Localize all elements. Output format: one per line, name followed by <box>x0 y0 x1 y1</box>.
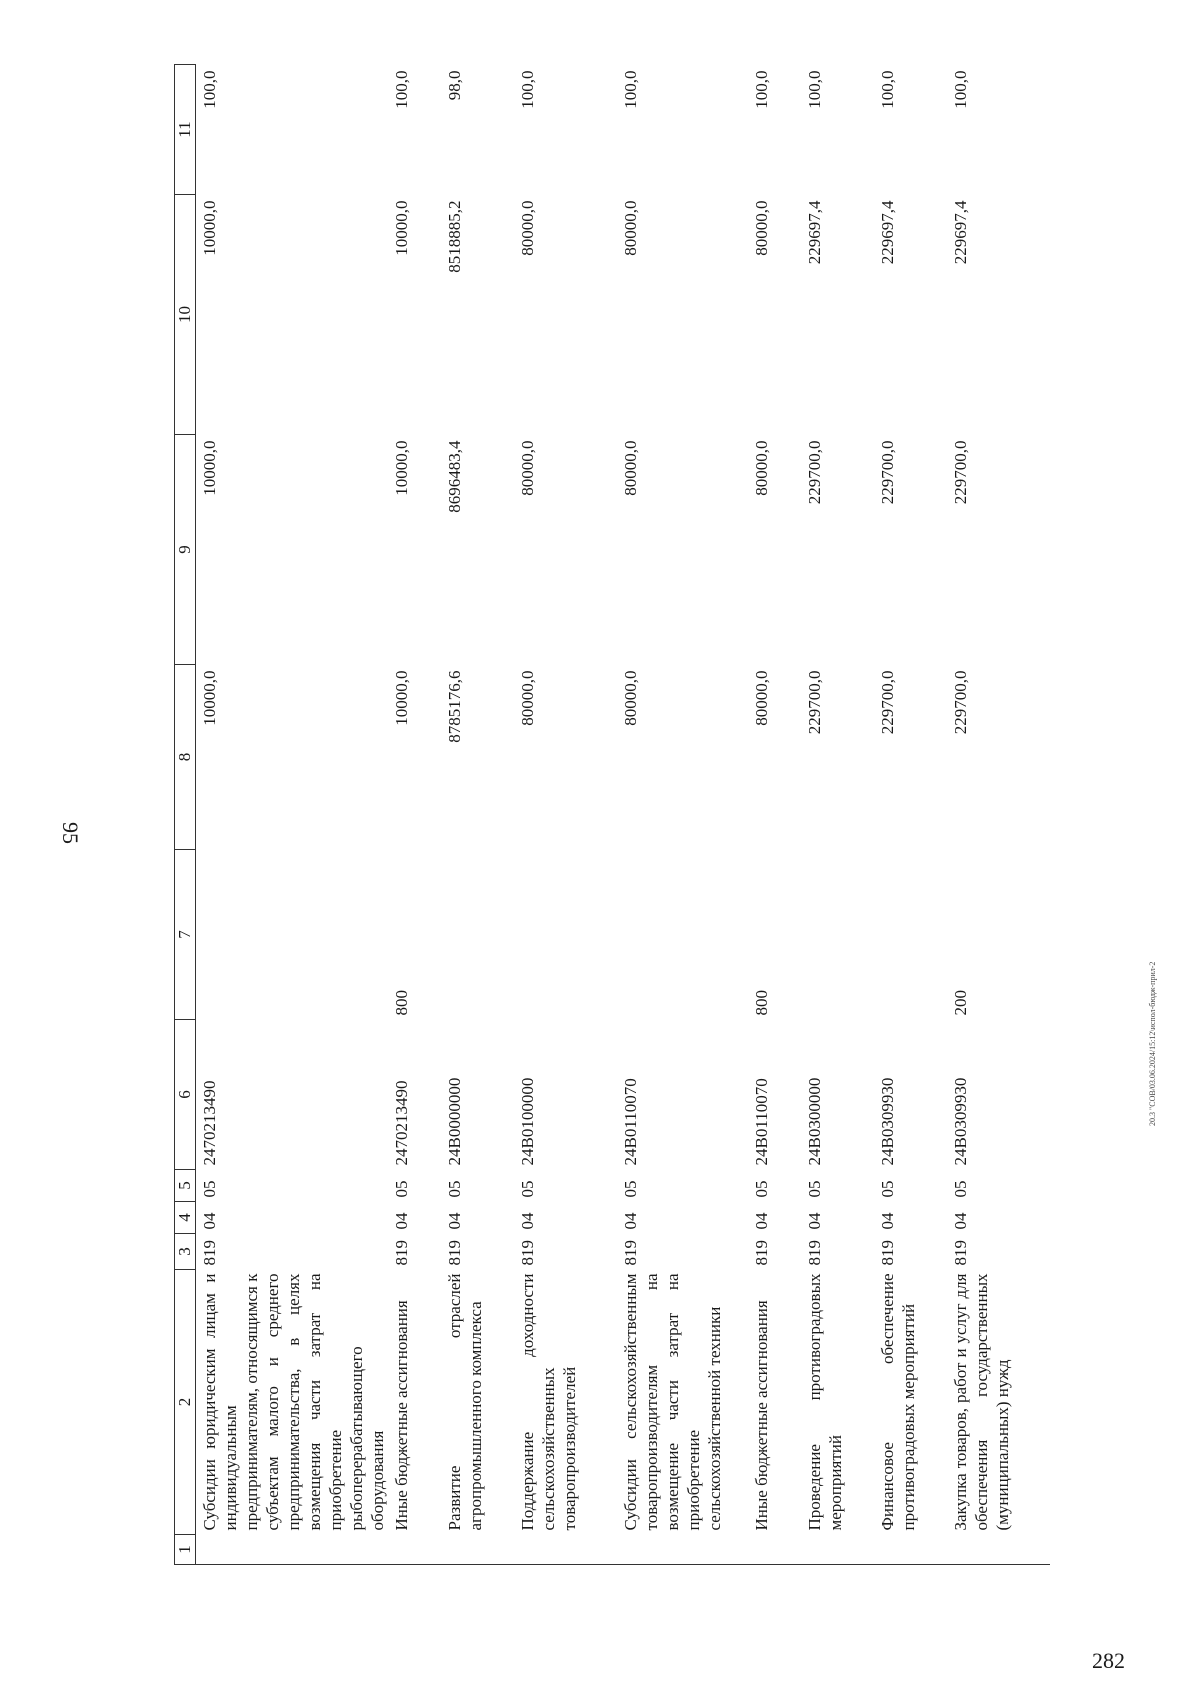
cell-c10: 80000,0 <box>518 200 537 256</box>
cell-c9: 10000,0 <box>200 440 219 496</box>
cell-c9: 80000,0 <box>518 440 537 496</box>
column-header: 9 <box>175 435 196 665</box>
table-row <box>196 65 389 1565</box>
row-name: Иные бюджетные ассигнования <box>752 1300 771 1531</box>
column-header: 11 <box>175 65 196 195</box>
row-name: Финансовое обеспечение противоградовых мероприятий <box>878 1273 918 1531</box>
cell-c8: 80000,0 <box>621 670 640 726</box>
cell-c7 <box>617 850 748 1020</box>
cell-c11: 100,0 <box>752 70 771 109</box>
cell-c10: 10000,0 <box>200 200 219 256</box>
table-row <box>874 65 947 1565</box>
cell-c8: 10000,0 <box>200 670 219 726</box>
cell-c11: 100,0 <box>805 70 824 109</box>
cell-c7 <box>801 850 874 1020</box>
cell-c4: 04 <box>752 1212 771 1230</box>
column-header: 5 <box>175 1170 196 1202</box>
cell-c8: 229700,0 <box>805 670 824 735</box>
column-header: 3 <box>175 1234 196 1270</box>
cell-c6: 24В0000000 <box>445 1077 464 1166</box>
cell-c11: 100,0 <box>200 70 219 109</box>
cell-c11: 98,0 <box>445 70 464 101</box>
cell-c7: 800 <box>752 990 771 1016</box>
cell-c10: 229697,4 <box>805 200 824 265</box>
cell-c5: 05 <box>621 1180 640 1198</box>
cell-c11: 100,0 <box>951 70 970 109</box>
cell-c10: 80000,0 <box>752 200 771 256</box>
row-name: Проведение противоградовых мероприятий <box>805 1273 845 1531</box>
row-name: Закупка товаров, работ и услуг для обеспечения государственных (муниципальных) нужд <box>951 1273 1012 1531</box>
cell-c4: 04 <box>951 1212 970 1230</box>
header-row <box>175 65 196 1565</box>
cell-c6: 2470213490 <box>200 1080 219 1166</box>
table-row <box>388 65 441 1565</box>
cell-c5: 05 <box>752 1180 771 1198</box>
cell-c11: 100,0 <box>621 70 640 109</box>
cell-c4: 04 <box>445 1212 464 1230</box>
row-name: Развитие отраслей агропромышленного комплекса <box>445 1273 485 1531</box>
cell-c10: 229697,4 <box>878 200 897 265</box>
footer-code: 20.3 "СОВ/03.06.2024/15:12\испол-бюдж-прил-2 <box>1148 961 1157 1126</box>
column-header: 8 <box>175 665 196 850</box>
cell-c8: 80000,0 <box>518 670 537 726</box>
cell-c10: 80000,0 <box>621 200 640 256</box>
cell-c4: 04 <box>392 1212 411 1230</box>
cell-c10: 10000,0 <box>392 200 411 256</box>
cell-c6: 2470213490 <box>392 1080 411 1166</box>
cell-c7: 800 <box>392 990 411 1016</box>
cell-c4: 04 <box>878 1212 897 1230</box>
cell-c7: 200 <box>951 990 970 1016</box>
column-header: 1 <box>175 1535 196 1565</box>
cell-c5: 05 <box>878 1180 897 1198</box>
cell-c4: 04 <box>200 1212 219 1230</box>
cell-c11: 100,0 <box>518 70 537 109</box>
sheet-number: 95 <box>58 822 83 844</box>
cell-c3: 819 <box>805 1240 824 1266</box>
cell-c9: 229700,0 <box>878 440 897 505</box>
column-header: 6 <box>175 1020 196 1170</box>
cell-c9: 229700,0 <box>951 440 970 505</box>
cell-c11: 100,0 <box>878 70 897 109</box>
column-header: 2 <box>175 1270 196 1535</box>
cell-c3: 819 <box>752 1240 771 1266</box>
cell-c6: 24В0300000 <box>805 1077 824 1166</box>
cell-c9: 229700,0 <box>805 440 824 505</box>
cell-c3: 819 <box>518 1240 537 1266</box>
row-name: Поддержание доходности сельскохозяйственных товаропроизводителей <box>518 1273 579 1531</box>
cell-c3: 819 <box>878 1240 897 1266</box>
cell-c3: 819 <box>392 1240 411 1266</box>
cell-c6: 24В0110070 <box>621 1078 640 1166</box>
cell-c8: 10000,0 <box>392 670 411 726</box>
cell-c3: 819 <box>621 1240 640 1266</box>
rotated-table-container <box>174 65 1074 1565</box>
table-row <box>947 65 1050 1565</box>
column-header: 4 <box>175 1202 196 1234</box>
cell-c6: 24В0309930 <box>878 1077 897 1166</box>
budget-table <box>174 64 1050 1565</box>
cell-c5: 05 <box>805 1180 824 1198</box>
cell-c6: 24В0309930 <box>951 1077 970 1166</box>
cell-c3: 819 <box>445 1240 464 1266</box>
cell-c5: 05 <box>392 1180 411 1198</box>
column-header: 10 <box>175 195 196 435</box>
cell-c9: 8696483,4 <box>445 440 464 513</box>
table-row <box>617 65 748 1565</box>
cell-c4: 04 <box>518 1212 537 1230</box>
cell-c8: 229700,0 <box>951 670 970 735</box>
cell-c7 <box>441 850 514 1020</box>
cell-c8: 229700,0 <box>878 670 897 735</box>
cell-c5: 05 <box>200 1180 219 1198</box>
cell-c11: 100,0 <box>392 70 411 109</box>
cell-c9: 80000,0 <box>752 440 771 496</box>
cell-c10: 8518885,2 <box>445 200 464 273</box>
page-number: 282 <box>1092 1648 1125 1673</box>
table-row <box>748 65 801 1565</box>
row-name: Субсидии сельскохозяйственным товаропроизводителям на возмещение части затрат на приобретение сельскохозяйственной техники <box>621 1273 724 1531</box>
cell-c6: 24В0100000 <box>518 1077 537 1166</box>
table-row <box>514 65 617 1565</box>
cell-c7 <box>514 850 617 1020</box>
cell-c8: 8785176,6 <box>445 670 464 743</box>
table-row <box>441 65 514 1565</box>
row-name: Субсидии юридическим лицам и индивидуальным предпринимателям, относящимся к субъектам малого и среднего предпринимательства, в целях возмещения части затрат на приобретение рыбоперерабатывающего оборудования <box>200 1273 387 1531</box>
cell-c7 <box>874 850 947 1020</box>
cell-c5: 05 <box>445 1180 464 1198</box>
column-header: 7 <box>175 850 196 1020</box>
cell-c5: 05 <box>951 1180 970 1198</box>
cell-c6: 24В0110070 <box>752 1078 771 1166</box>
row-name: Иные бюджетные ассигнования <box>392 1300 411 1531</box>
cell-c3: 819 <box>200 1240 219 1266</box>
cell-c10: 229697,4 <box>951 200 970 265</box>
cell-c4: 04 <box>621 1212 640 1230</box>
cell-c8: 80000,0 <box>752 670 771 726</box>
cell-c7 <box>196 850 389 1020</box>
cell-c9: 80000,0 <box>621 440 640 496</box>
cell-c9: 10000,0 <box>392 440 411 496</box>
cell-c5: 05 <box>518 1180 537 1198</box>
table-row <box>801 65 874 1565</box>
cell-c4: 04 <box>805 1212 824 1230</box>
cell-c3: 819 <box>951 1240 970 1266</box>
